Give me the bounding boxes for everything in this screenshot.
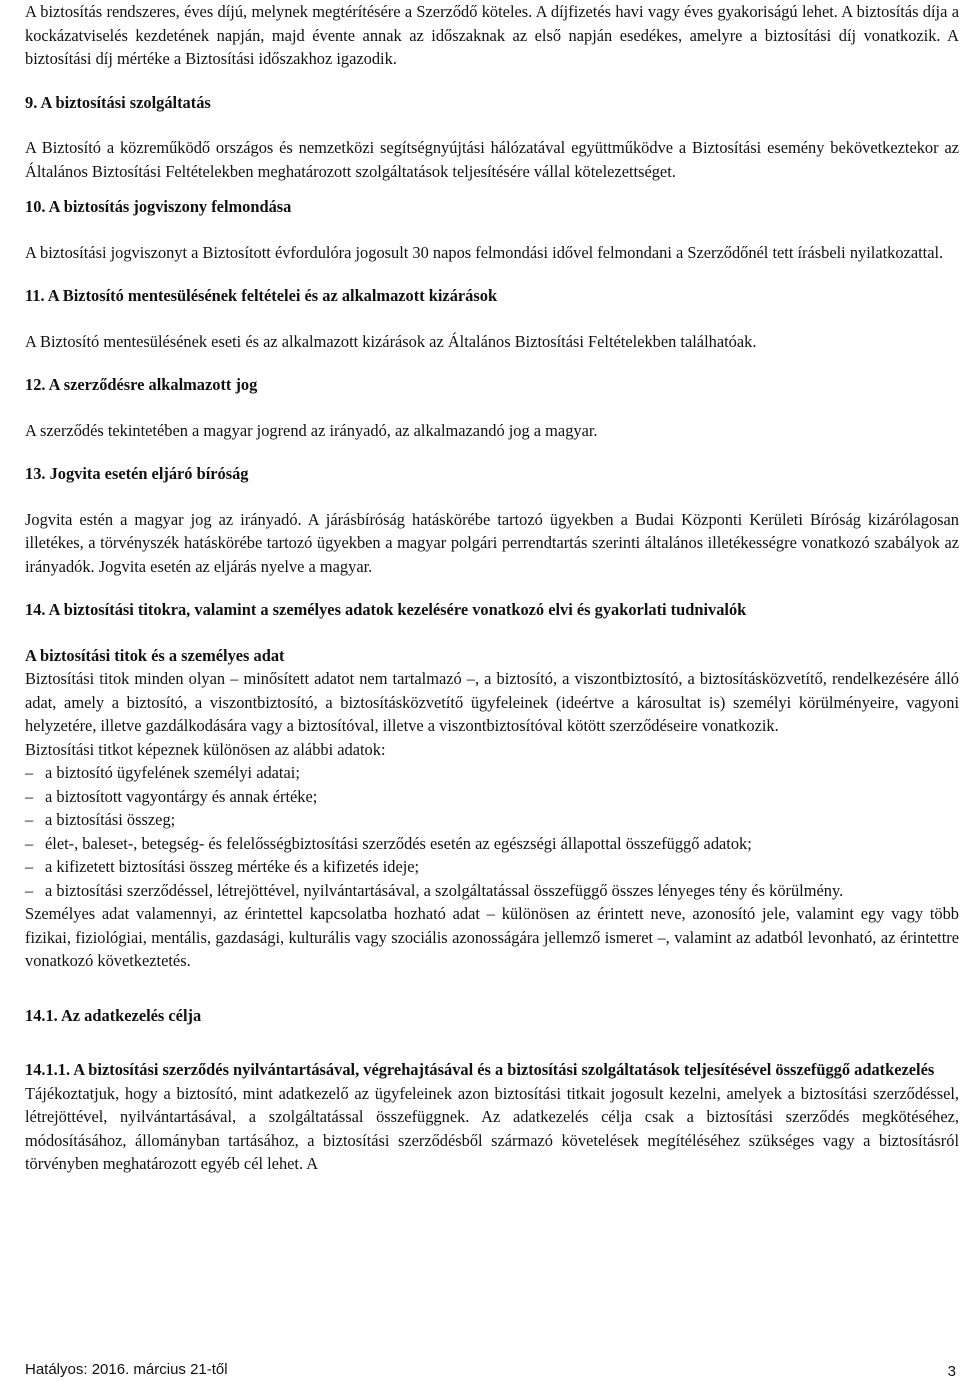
section-14-1-1-heading: 14.1.1. A biztosítási szerződés nyilvántartásával, végrehajtásával és a biztosítási szolgáltatások teljesítésével összefüggő adatkezelés [25,1060,935,1079]
section-9-body: A Biztosító a közreműködő országos és nemzetközi segítségnyújtási hálózatával együttműködve a Biztosítási esemény bekövetkeztekor az Általános Biztosítási Feltételekben meghatározott szolgáltatások teljesítésére vállal kötelezettséget. [25,138,959,181]
list-item: – a biztosítási szerződéssel, létrejöttével, nyilvántartásával, a szolgáltatással összefüggő összes lényeges tény és körülmény. [25,879,959,903]
page-number: 3 [947,1363,956,1380]
section-11-heading: 11. A Biztosító mentesülésének feltételei és az alkalmazott kizárások [25,286,498,305]
section-13-body: Jogvita estén a magyar jog az irányadó. A járásbíróság hatáskörébe tartozó ügyekben a Budai Központi Kerületi Bíróság kizárólagosan illetékes, a törvényszék hatáskörébe tartozó ügyekben a magyar polgári perrendtartás szerinti általános illetékességre vonatkozó szabályok az irányadók. Jogvita esetén az eljárás nyelve a magyar. [25,509,959,576]
section-14-para-1: Biztosítási titok minden olyan – minősített adatot nem tartalmazó –, a biztosító, a viszontbiztosító, a biztosításközvetítő, rendelkezésére álló adat, amely a biztosító, a viszontbiztosító, a biztosításközvetítő ügyfeleinek (ideértve a károsultat is) személyi körülményeire, vagyoni helyzetére, illetve gazdálkodására vagy a biztosítóval, illetve a viszontbiztosítóval kötött szerződéseire vonatkozik. [25,669,959,735]
list-item: – a biztosítási összeg; [25,808,959,832]
section-14-1-heading: 14.1. Az adatkezelés célja [25,1005,202,1025]
dash-marker: – [25,833,34,853]
section-14-subheading: A biztosítási titok és a személyes adat [25,645,285,665]
list-item: – a kifizetett biztosítási összeg mértéke és a kifizetés ideje; [25,855,959,879]
intro-paragraph: A biztosítás rendszeres, éves díjú, melynek megtérítésére a Szerződő köteles. A díjfizetés havi vagy éves gyakoriságú lehet. A biztosítás díja a kockázatviselés kezdetének napján, majd évente annak az időszaknak az első napján esedékes, amelyre a biztosítási díj vonatkozik. A biztosítási díj mértéke a Biztosítási időszakhoz igazodik. [25,2,959,68]
secrets-list [25,761,959,902]
dash-marker: – [25,763,34,782]
section-12-heading: 12. A szerződésre alkalmazott jog [25,375,258,394]
list-item: – élet-, baleset-, betegség- és felelősségbiztosítási szerződés esetén az egészségi állapottal összefüggő adatok; [25,832,959,856]
dash-marker: – [25,786,34,806]
dash-marker: – [25,810,34,829]
section-10-heading: 10. A biztosítás jogviszony felmondása [25,197,292,216]
section-14-list-intro: Biztosítási titkot képeznek különösen az alábbi adatok: [25,739,386,759]
page-footer [25,1360,959,1380]
section-14-1-1-body: Tájékoztatjuk, hogy a biztosító, mint adatkezelő az ügyfeleinek azon biztosítási titkait jogosult kezelni, amelyek a biztosítási szerződéssel, létrejöttével, nyilvántartásával, a szolgáltatással összefüggnek. Az adatkezelés célja csak a biztosítási szerződés megkötéséhez, módosításához, állományban tartásához, a biztosítási szerződésből származó követelések megítéléséhez szükséges vagy a biztosításról törvényben meghatározott egyéb cél lehet. A [25,1083,959,1173]
dash-marker: – [25,857,34,876]
section-10-body: A biztosítási jogviszonyt a Biztosított évfordulóra jogosult 30 napos felmondási idővel felmondani a Szerződőnél tett írásbeli nyilatkozattal. [25,242,944,262]
section-11-body: A Biztosító mentesülésének eseti és az alkalmazott kizárások az Általános Biztosítási Feltételekben találhatóak. [25,331,757,351]
section-12-body: A szerződés tekintetében a magyar jogrend az irányadó, az alkalmazandó jog a magyar. [25,420,598,440]
list-item: – a biztosító ügyfelének személyi adatai; [25,761,959,785]
section-14-para-2: Személyes adat valamennyi, az érintettel kapcsolatba hozható adat – különösen az érintett neve, azonosító jele, valamint egy vagy több fizikai, fiziológiai, mentális, gazdasági, kulturális vagy szociális azonosságára jellemző ismeret –, valamint az adatból levonható, az érintettre vonatkozó következtetés. [25,904,959,970]
effective-date: Hatályos: 2016. március 21-től [25,1361,228,1378]
section-9-heading: 9. A biztosítási szolgáltatás [25,92,211,112]
document-page [25,0,959,1176]
dash-marker: – [25,880,34,900]
list-item: – a biztosított vagyontárgy és annak értéke; [25,785,959,809]
section-13-heading: 13. Jogvita esetén eljáró bíróság [25,464,249,483]
section-14-heading: 14. A biztosítási titokra, valamint a személyes adatok kezelésére vonatkozó elvi és gyakorlati tudnivalók [25,600,747,619]
